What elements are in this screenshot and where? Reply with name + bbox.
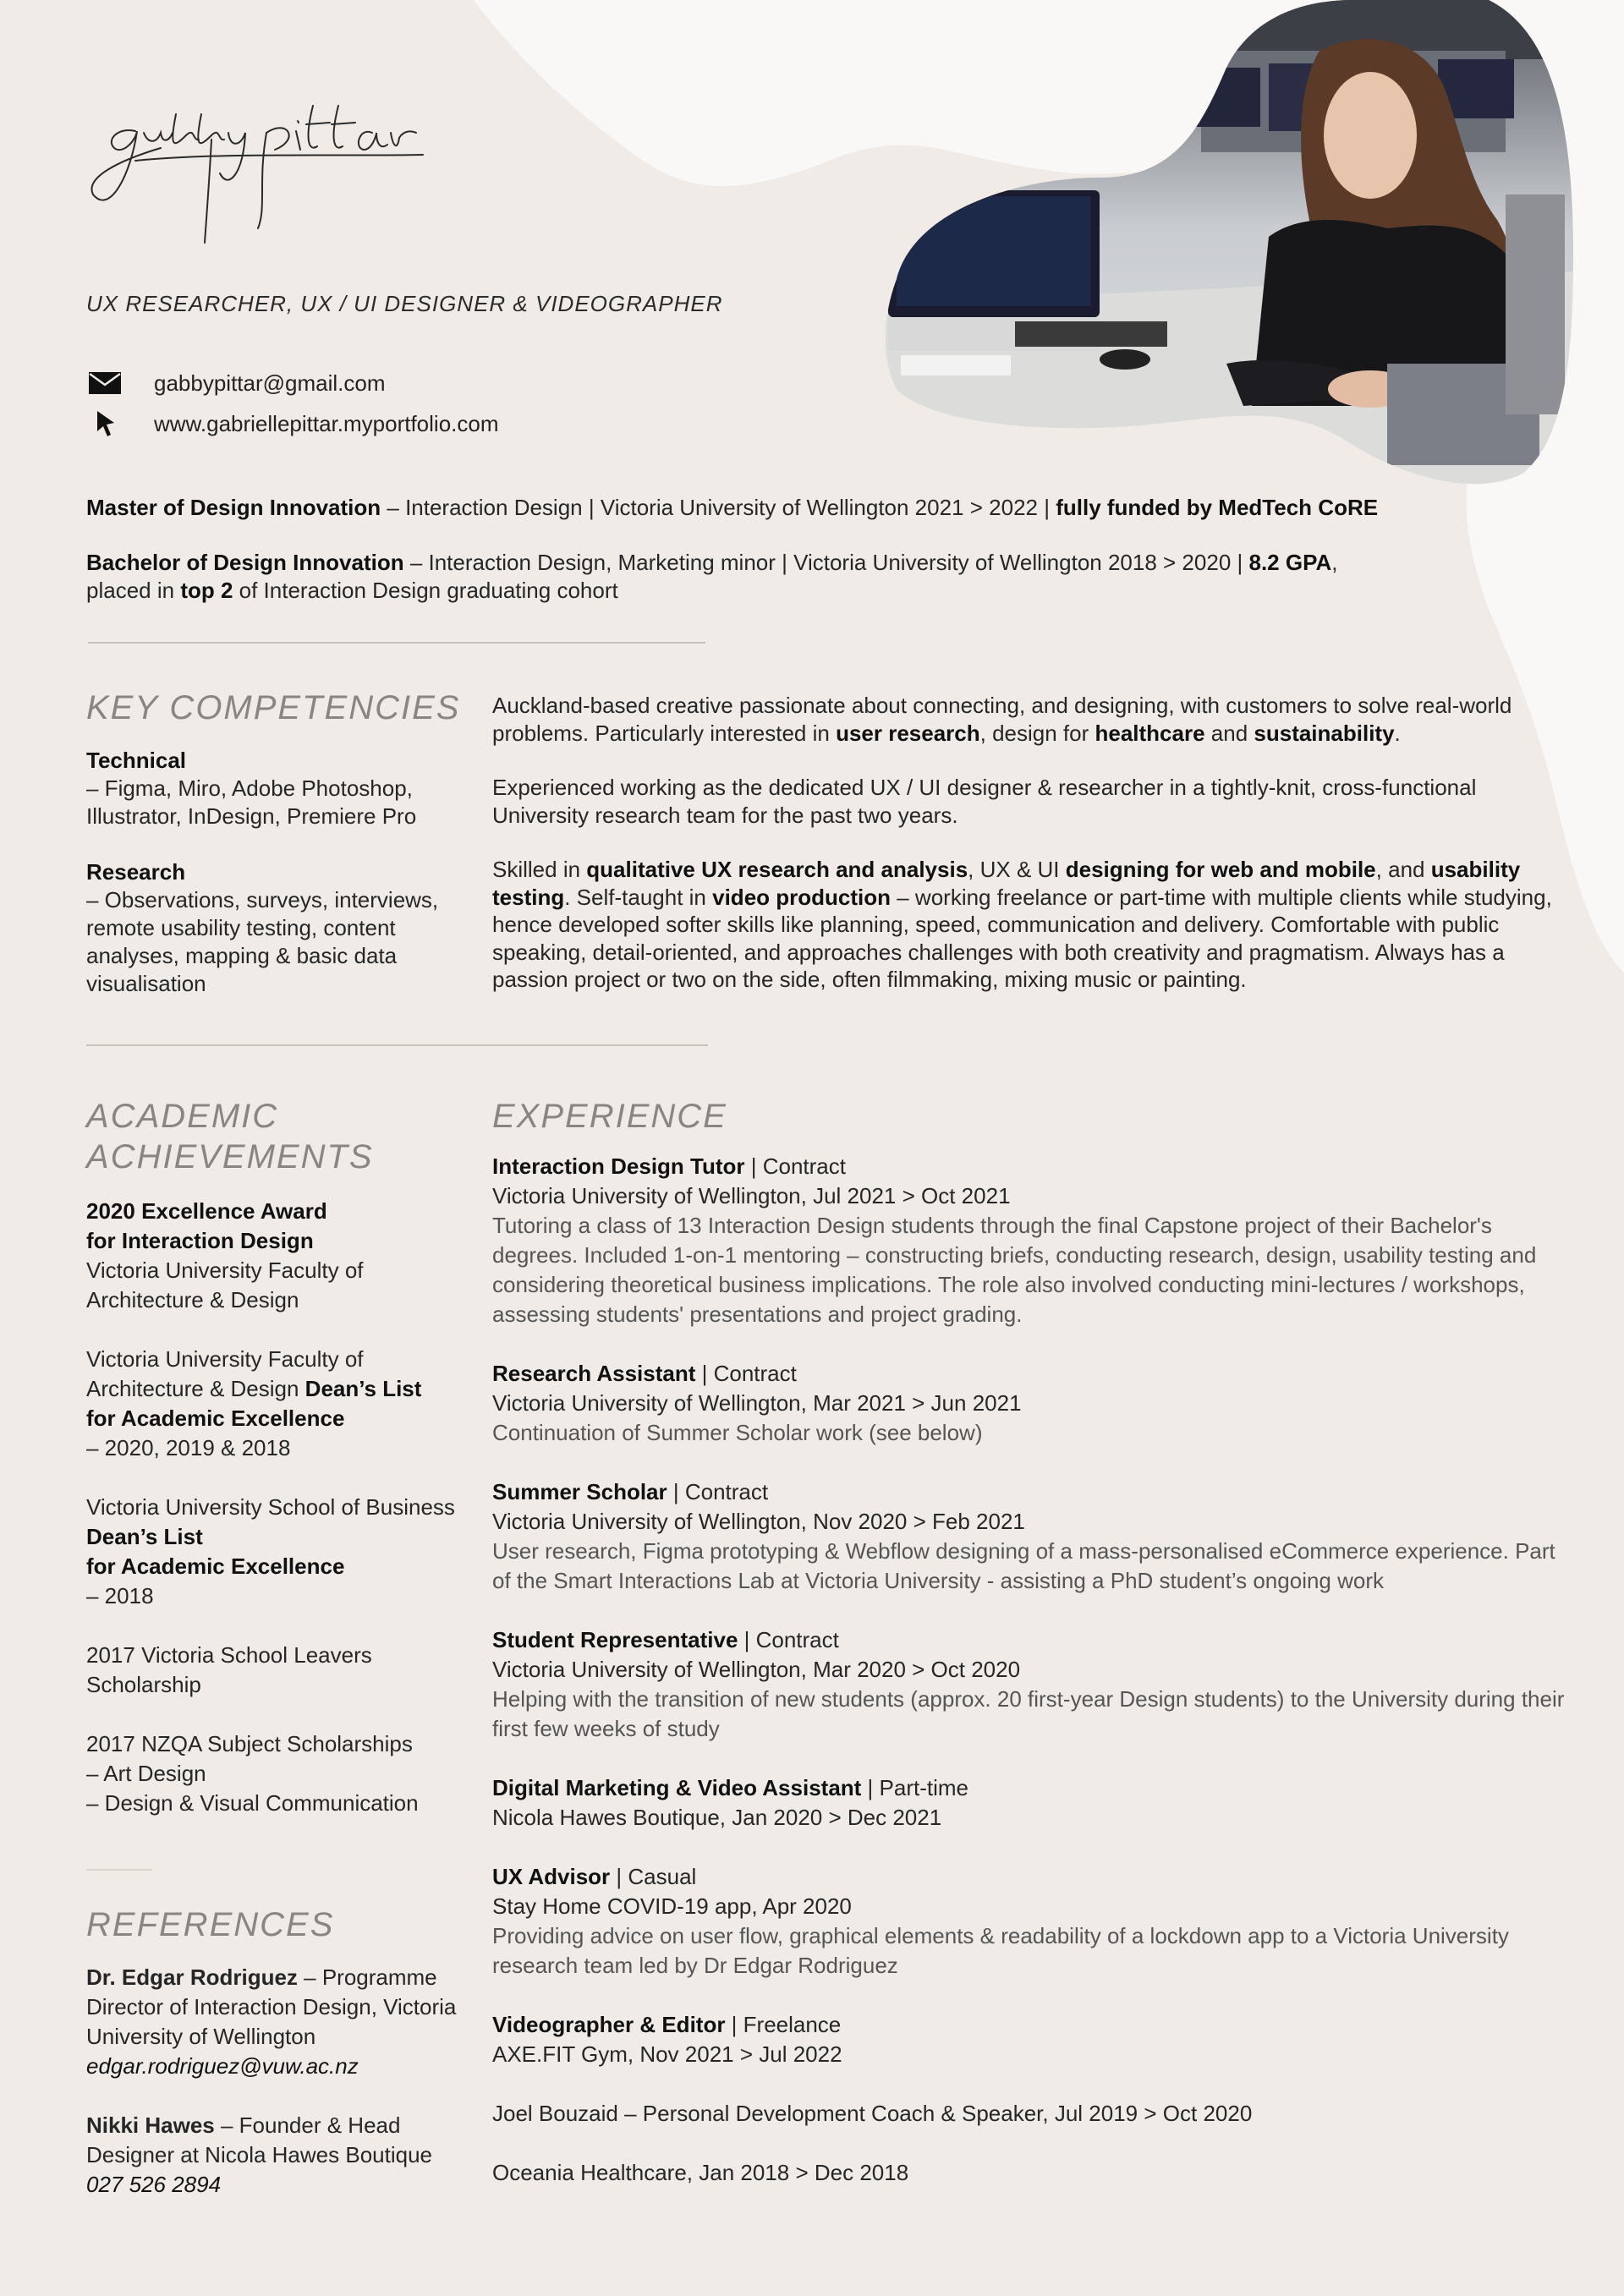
competencies-list (86, 747, 458, 998)
about-summary (492, 692, 1558, 1021)
achievement-item: Victoria University School of Business Dean’s List for Academic Excellence – 2018 (86, 1494, 455, 1608)
achievement-item: 2020 Excellence Award for Interaction Design Victoria University Faculty of Architecture & Design (86, 1198, 364, 1312)
achievement-item: Victoria University Faculty of Architecture & Design Dean’s List for Academic Excellence – 2020, 2019 & 2018 (86, 1346, 422, 1460)
email-link[interactable]: gabbypittar@gmail.com (154, 370, 386, 396)
experience-list (492, 1152, 1566, 2217)
experience-item: Oceania Healthcare, Jan 2018 > Dec 2018 (492, 2160, 909, 2185)
experience-item: Videographer & Editor | Freelance AXE.FIT Gym, Nov 2021 > Jul 2022 (492, 2012, 842, 2067)
experience-item: Summer Scholar | Contract Victoria University of Wellington, Nov 2020 > Feb 2021 User research, Figma prototyping & Webflow designing of a mass-personalised eCommerce experience. Part of the Smart Interactions Lab at Victoria University - assisting a PhD student’s ongoing work (492, 1479, 1555, 1593)
reference-item: Dr. Edgar Rodriguez – Programme Director of Interaction Design, Victoria University of Wellington edgar.rodriguez@vuw.ac.nz (86, 1964, 457, 2079)
divider-1 (88, 642, 705, 644)
technical-items: – Figma, Miro, Adobe Photoshop, Illustrator, InDesign, Premiere Pro (86, 775, 417, 829)
experience-item: UX Advisor | Casual Stay Home COVID-19 app, Apr 2020 Providing advice on user flow, graphical elements & readability of a lockdown app to a Victoria University research team led by Dr Edgar Rodriguez (492, 1864, 1509, 1978)
reference-phone[interactable]: 027 526 2894 (86, 2172, 222, 2197)
reference-email[interactable]: edgar.rodriguez@vuw.ac.nz (86, 2053, 359, 2079)
experience-item: Digital Marketing & Video Assistant | Part-time Nicola Hawes Boutique, Jan 2020 > Dec 2021 (492, 1775, 968, 1830)
academic-achievements-heading: ACADEMIC ACHIEVEMENTS (86, 1098, 374, 1175)
research-title: Research (86, 859, 186, 885)
reference-item: Nikki Hawes – Founder & Head Designer at Nicola Hawes Boutique 027 526 2894 (86, 2112, 432, 2197)
job-title: UX RESEARCHER, UX / UI DESIGNER & VIDEOGRAPHER (86, 291, 723, 316)
achievements-list (86, 1197, 458, 1848)
divider-3 (86, 1869, 152, 1871)
about-paragraph-1: Auckland-based creative passionate about connecting, and designing, with customers to solve real-world problems. Particularly interested in user research, design for healthcare and sustainability. (492, 693, 1512, 746)
education-bachelor: Bachelor of Design Innovation – Interaction Design, Marketing minor | Victoria University of Wellington 2018 > 2020 | 8.2 GPA, placed in top 2 of Interaction Design graduating cohort (86, 550, 1338, 603)
signature-logo (85, 80, 431, 249)
website-row (86, 409, 499, 438)
experience-item: Student Representative | Contract Victoria University of Wellington, Mar 2020 > Oct 2020 Helping with the transition of new students (approx. 20 first-year Design students) to the University during their first few weeks of study (492, 1627, 1565, 1741)
key-competencies-heading: KEY COMPETENCIES (86, 689, 461, 726)
website-link[interactable]: www.gabriellepittar.myportfolio.com (154, 410, 499, 436)
experience-item: Interaction Design Tutor | Contract Victoria University of Wellington, Jul 2021 > Oct 2021 Tutoring a class of 13 Interaction Design students through the final Capstone project of their Bachelor's degrees. Included 1-on-1 mentoring – constructing briefs, conducting research, design, usability testing and considering theoretical business implications. The role also involved conducting mini-lectures / workshops, assessing students' presentations and project grading. (492, 1153, 1537, 1327)
envelope-icon (86, 369, 123, 397)
divider-2 (86, 1044, 708, 1046)
about-paragraph-2: Experienced working as the dedicated UX / UI designer & researcher in a tightly-knit, cross-functional University research team for the past two years. (492, 775, 1477, 828)
references-heading: REFERENCES (86, 1906, 335, 1943)
experience-item: Joel Bouzaid – Personal Development Coach & Speaker, Jul 2019 > Oct 2020 (492, 2101, 1253, 2126)
references-list (86, 1963, 475, 2229)
email-row (86, 369, 386, 397)
cursor-arrow-icon (86, 409, 123, 438)
experience-item: Research Assistant | Contract Victoria University of Wellington, Mar 2021 > Jun 2021 Continuation of Summer Scholar work (see below) (492, 1361, 1022, 1445)
achievement-item: 2017 Victoria School Leavers Scholarship (86, 1642, 372, 1697)
experience-heading: EXPERIENCE (492, 1098, 727, 1135)
achievement-item: 2017 NZQA Subject Scholarships – Art Design – Design & Visual Communication (86, 1731, 419, 1816)
research-items: – Observations, surveys, interviews, remote usability testing, content analyses, mapping & basic data visualisation (86, 887, 439, 996)
education-master: Master of Design Innovation – Interaction Design | Victoria University of Wellington 2021 > 2022 | fully funded by MedTech CoRE (86, 495, 1379, 520)
about-paragraph-3: Skilled in qualitative UX research and analysis, UX & UI designing for web and mobile, and usability testing. Self-taught in video production – working freelance or part-time with multiple clients while studying, hence developed softer skills like planning, speed, communication and delivery. Comfortable with public speaking, detail-oriented, and approaches challenges with both creativity and pragmatism. Always has a passion project or two on the side, often filmmaking, mixing music or painting. (492, 857, 1552, 992)
technical-title: Technical (86, 748, 187, 773)
